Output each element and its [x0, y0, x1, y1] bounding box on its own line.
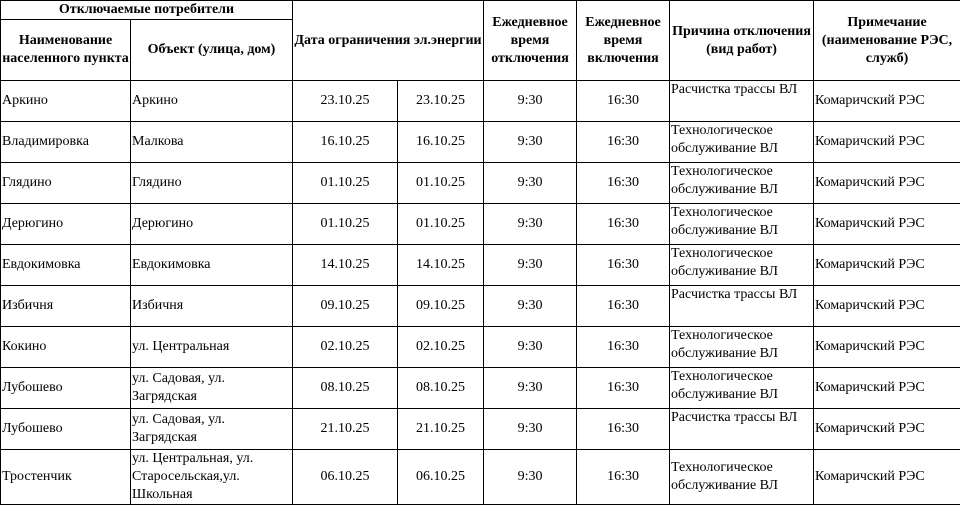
off-time-cell: 9:30: [484, 450, 577, 505]
settlement-cell: Аркино: [1, 81, 131, 122]
date-to-cell: 16.10.25: [398, 122, 484, 163]
off-time-cell: 9:30: [484, 327, 577, 368]
object-cell: Избичня: [131, 286, 293, 327]
table-row: [1, 204, 960, 245]
off-time-cell: 9:30: [484, 204, 577, 245]
date-from-cell: 23.10.25: [293, 81, 398, 122]
table-row: [1, 327, 960, 368]
date-from-cell: 21.10.25: [293, 409, 398, 450]
on-time-cell: 16:30: [577, 409, 670, 450]
table-row: [1, 368, 960, 409]
settlement-cell: Лубошево: [1, 368, 131, 409]
table-row: [1, 122, 960, 163]
date-to-cell: 01.10.25: [398, 204, 484, 245]
date-from-cell: 01.10.25: [293, 204, 398, 245]
settlement-cell: Глядино: [1, 163, 131, 204]
object-cell: ул. Садовая, ул. Загрядская: [131, 409, 293, 450]
header-settlement: Наименование населенного пункта: [1, 20, 131, 81]
reason-cell: Расчистка трассы ВЛ: [670, 286, 814, 327]
note-cell: Комаричский РЭС: [814, 204, 960, 245]
table-row: [1, 163, 960, 204]
object-cell: Аркино: [131, 81, 293, 122]
date-to-cell: 23.10.25: [398, 81, 484, 122]
object-cell: ул. Садовая, ул. Загрядская: [131, 368, 293, 409]
date-from-cell: 08.10.25: [293, 368, 398, 409]
date-from-cell: 09.10.25: [293, 286, 398, 327]
object-cell: ул. Центральная: [131, 327, 293, 368]
reason-cell: Расчистка трассы ВЛ: [670, 81, 814, 122]
note-cell: Комаричский РЭС: [814, 245, 960, 286]
on-time-cell: 16:30: [577, 81, 670, 122]
header-consumers-group: Отключаемые потребители: [1, 1, 293, 20]
date-from-cell: 06.10.25: [293, 450, 398, 505]
header-object: Объект (улица, дом): [131, 20, 293, 81]
table-row: [1, 286, 960, 327]
date-from-cell: 16.10.25: [293, 122, 398, 163]
off-time-cell: 9:30: [484, 81, 577, 122]
on-time-cell: 16:30: [577, 204, 670, 245]
off-time-cell: 9:30: [484, 286, 577, 327]
off-time-cell: 9:30: [484, 163, 577, 204]
reason-cell: Технологическое обслуживание ВЛ: [670, 368, 814, 409]
on-time-cell: 16:30: [577, 450, 670, 505]
settlement-cell: Владимировка: [1, 122, 131, 163]
on-time-cell: 16:30: [577, 163, 670, 204]
on-time-cell: 16:30: [577, 368, 670, 409]
date-to-cell: 08.10.25: [398, 368, 484, 409]
reason-cell: Технологическое обслуживание ВЛ: [670, 327, 814, 368]
reason-cell: Технологическое обслуживание ВЛ: [670, 163, 814, 204]
note-cell: Комаричский РЭС: [814, 409, 960, 450]
object-cell: Глядино: [131, 163, 293, 204]
reason-cell: Технологическое обслуживание ВЛ: [670, 450, 814, 505]
note-cell: Комаричский РЭС: [814, 163, 960, 204]
on-time-cell: 16:30: [577, 122, 670, 163]
on-time-cell: 16:30: [577, 245, 670, 286]
object-cell: Малкова: [131, 122, 293, 163]
object-cell: Евдокимовка: [131, 245, 293, 286]
note-cell: Комаричский РЭС: [814, 450, 960, 505]
reason-cell: Технологическое обслуживание ВЛ: [670, 245, 814, 286]
table-row: [1, 450, 960, 505]
settlement-cell: Кокино: [1, 327, 131, 368]
reason-cell: Расчистка трассы ВЛ: [670, 409, 814, 450]
date-from-cell: 02.10.25: [293, 327, 398, 368]
note-cell: Комаричский РЭС: [814, 81, 960, 122]
note-cell: Комаричский РЭС: [814, 368, 960, 409]
settlement-cell: Лубошево: [1, 409, 131, 450]
settlement-cell: Дерюгино: [1, 204, 131, 245]
reason-cell: Технологическое обслуживание ВЛ: [670, 204, 814, 245]
off-time-cell: 9:30: [484, 245, 577, 286]
header-off-time: Ежедневное время отключения: [484, 1, 577, 81]
date-to-cell: 21.10.25: [398, 409, 484, 450]
off-time-cell: 9:30: [484, 409, 577, 450]
date-to-cell: 01.10.25: [398, 163, 484, 204]
table-row: [1, 409, 960, 450]
header-note: Примечание (наименование РЭС, служб): [814, 1, 960, 81]
off-time-cell: 9:30: [484, 368, 577, 409]
note-cell: Комаричский РЭС: [814, 327, 960, 368]
date-to-cell: 09.10.25: [398, 286, 484, 327]
settlement-cell: Евдокимовка: [1, 245, 131, 286]
table-body: [1, 81, 960, 505]
on-time-cell: 16:30: [577, 286, 670, 327]
date-from-cell: 01.10.25: [293, 163, 398, 204]
table-row: [1, 81, 960, 122]
settlement-cell: Избичня: [1, 286, 131, 327]
date-to-cell: 06.10.25: [398, 450, 484, 505]
date-to-cell: 14.10.25: [398, 245, 484, 286]
on-time-cell: 16:30: [577, 327, 670, 368]
date-from-cell: 14.10.25: [293, 245, 398, 286]
note-cell: Комаричский РЭС: [814, 122, 960, 163]
header-reason: Причина отключения (вид работ): [670, 1, 814, 81]
header-date: Дата ограничения эл.энергии: [293, 1, 484, 81]
table-row: [1, 245, 960, 286]
note-cell: Комаричский РЭС: [814, 286, 960, 327]
date-to-cell: 02.10.25: [398, 327, 484, 368]
object-cell: Дерюгино: [131, 204, 293, 245]
reason-cell: Технологическое обслуживание ВЛ: [670, 122, 814, 163]
header-on-time: Ежедневное время включения: [577, 1, 670, 81]
off-time-cell: 9:30: [484, 122, 577, 163]
object-cell: ул. Центральная, ул. Старосельская,ул. Школьная: [131, 450, 293, 505]
settlement-cell: Тростенчик: [1, 450, 131, 505]
